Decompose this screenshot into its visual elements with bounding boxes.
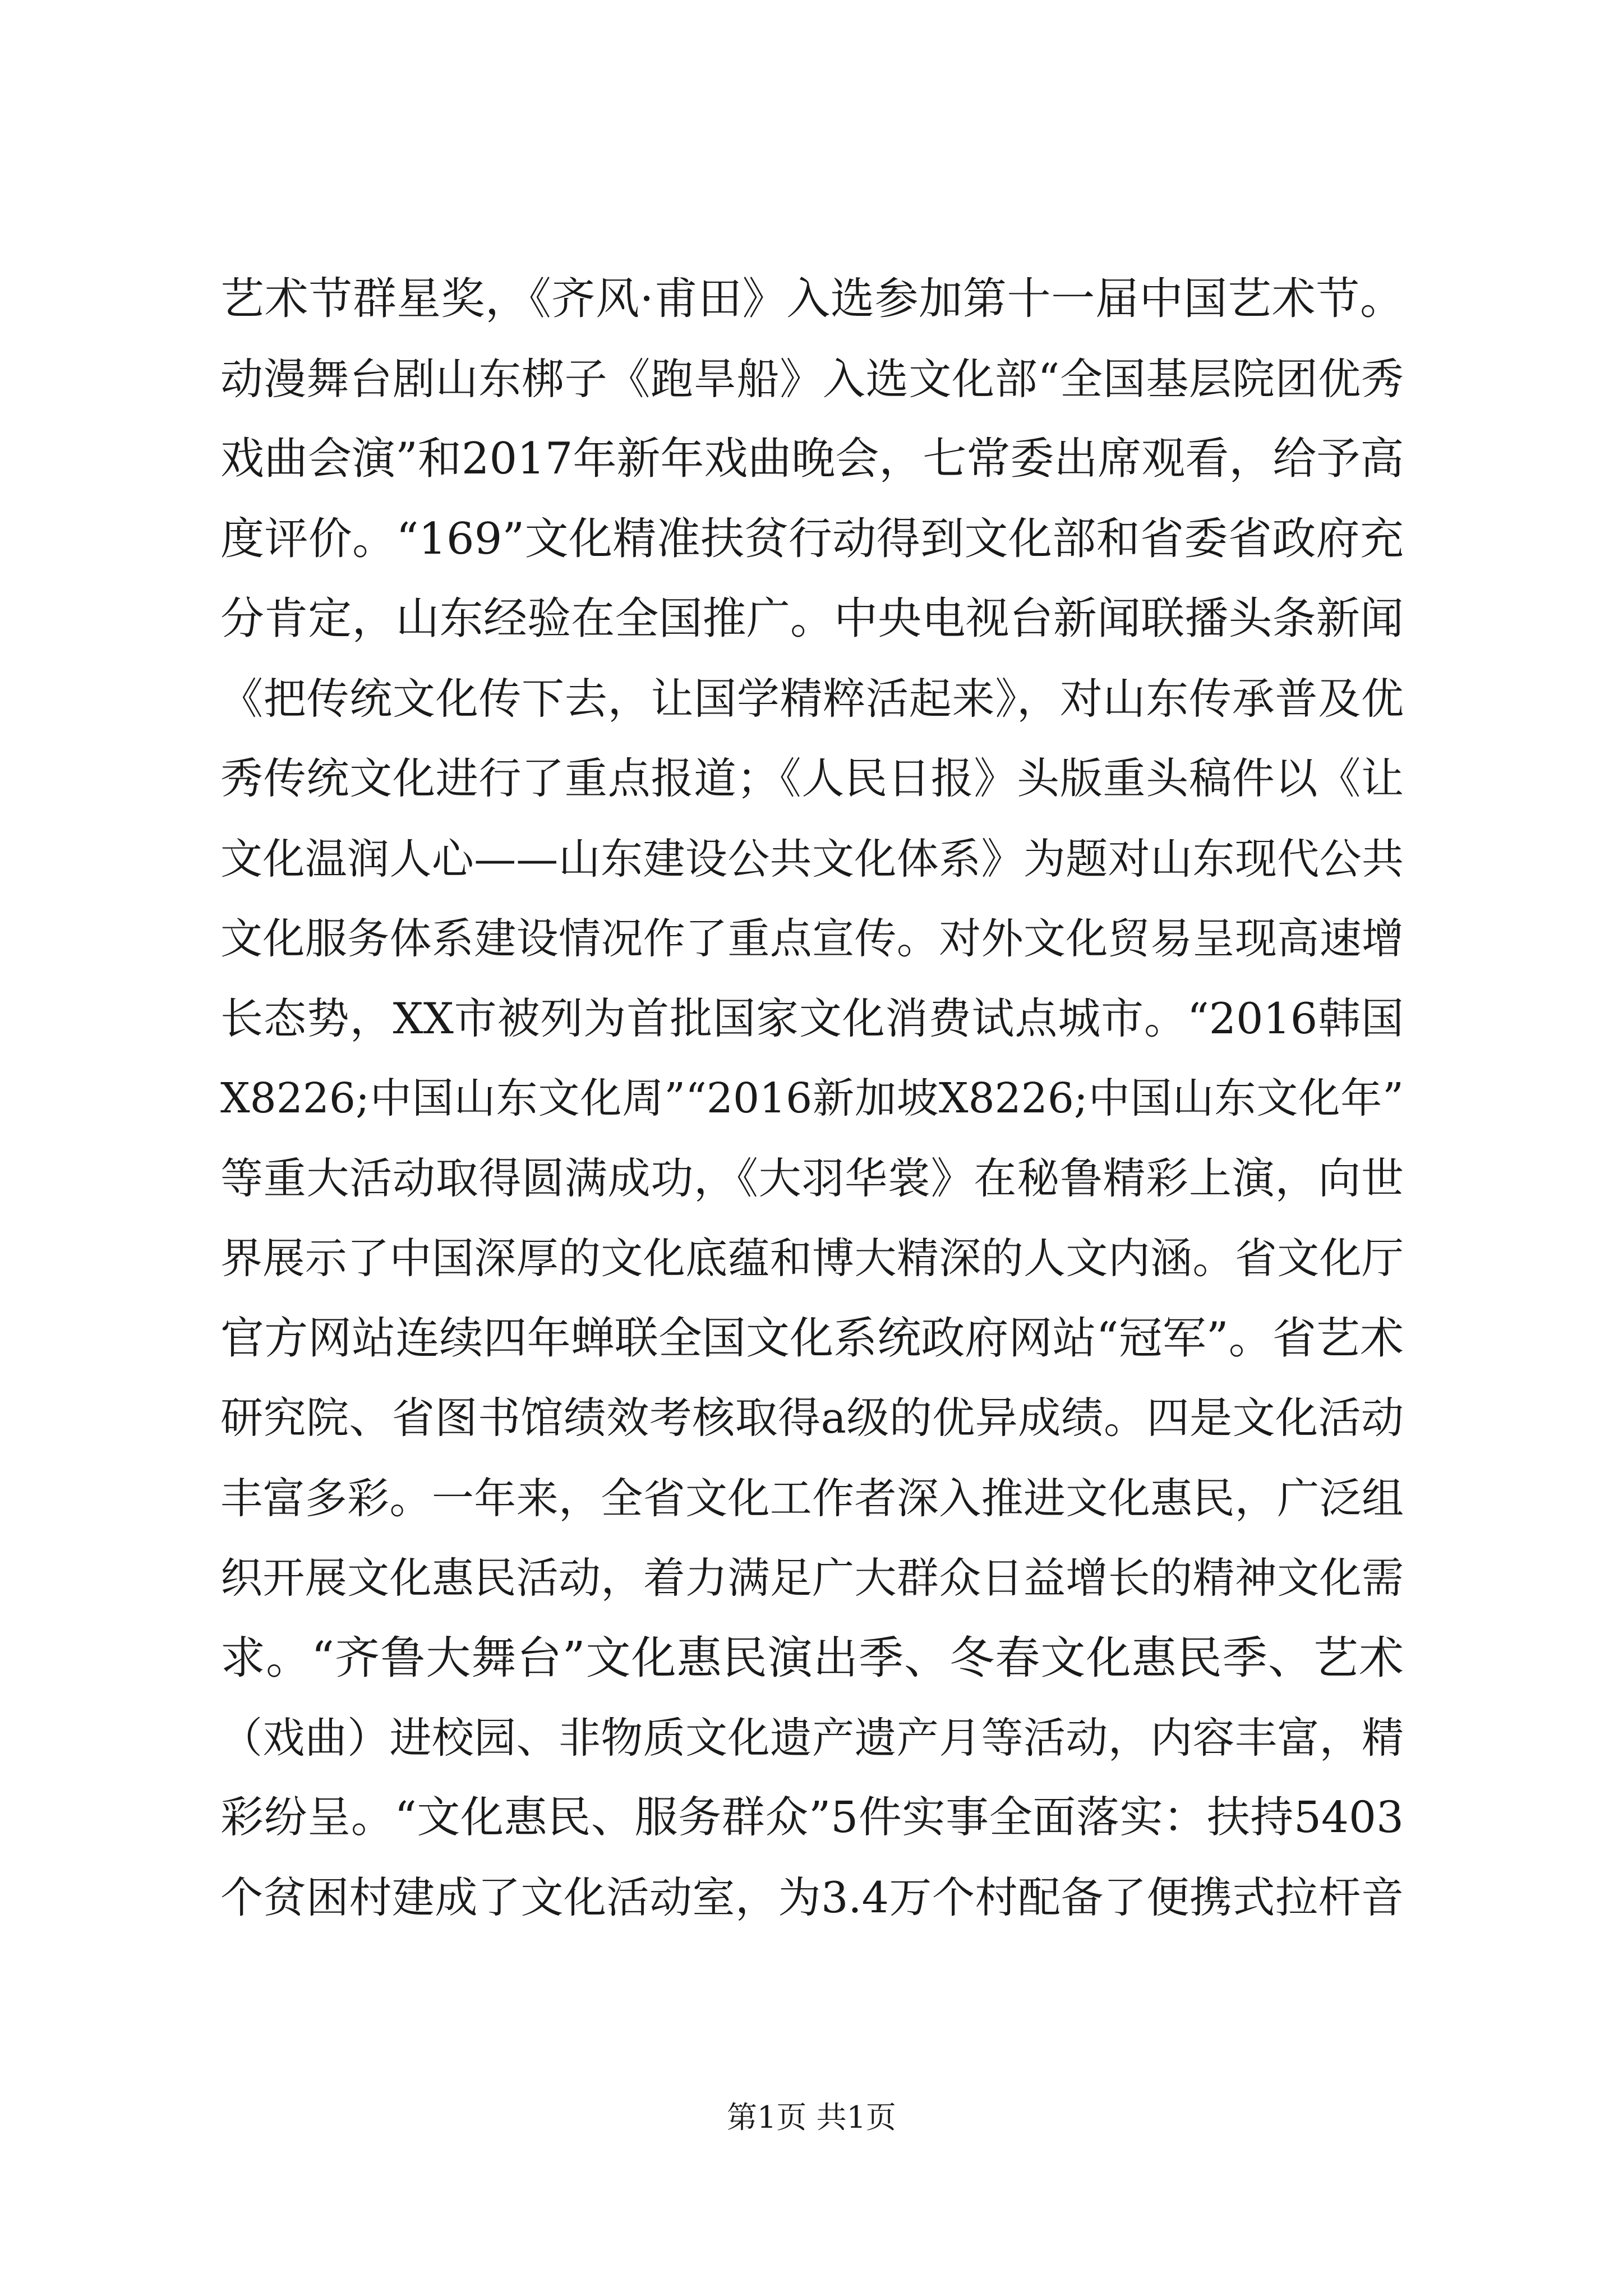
text-line: （戏曲）进校园、非物质文化遗产遗产月等活动，内容丰富，精 [220,1713,1404,1763]
page-number: 第1页 共1页 [727,2100,896,2135]
body-text [220,259,1404,1938]
text-line: 动漫舞台剧山东梆子《跑旱船》入选文化部“全国基层院团优秀 [220,353,1404,404]
text-line: 彩纷呈。“文化惠民、服务群众”5件实事全面落实：扶持5403 [220,1792,1404,1843]
text-line: 等重大活动取得圆满成功，《大羽华裳》在秘鲁精彩上演，向世 [220,1153,1404,1203]
text-line: X8226;中国山东文化周”“2016新加坡X8226;中国山东文化年” [220,1074,1404,1122]
text-line: 界展示了中国深厚的文化底蕴和博大精深的人文内涵。省文化厅 [220,1234,1404,1283]
text-line: 秀传统文化进行了重点报道；《人民日报》头版重头稿件以《让 [220,753,1404,803]
text-line: 文化服务体系建设情况作了重点宣传。对外文化贸易呈现高速增 [220,914,1404,963]
text-line: 度评价。“169”文化精准扶贫行动得到文化部和省委省政府充 [220,513,1404,564]
text-line: 《把传统文化传下去，让国学精粹活起来》，对山东传承普及优 [220,673,1404,724]
text-line: 丰富多彩。一年来，全省文化工作者深入推进文化惠民，广泛组 [220,1473,1404,1523]
text-line: 文化温润人心——山东建设公共文化体系》为题对山东现代公共 [220,834,1404,884]
text-line: 研究院、省图书馆绩效考核取得a级的优异成绩。四是文化活动 [220,1393,1404,1443]
text-line: 艺术节群星奖，《齐风·甫田》入选参加第十一届中国艺术节。 [220,274,1404,324]
text-line: 戏曲会演”和2017年新年戏曲晚会，七常委出席观看，给予高 [220,434,1404,484]
text-line: 求。“齐鲁大舞台”文化惠民演出季、冬春文化惠民季、艺术 [220,1631,1404,1684]
text-line: 官方网站连续四年蝉联全国文化系统政府网站“冠军”。省艺术 [220,1313,1404,1364]
page-footer [0,2095,1623,2140]
text-line: 织开展文化惠民活动，着力满足广大群众日益增长的精神文化需 [220,1553,1404,1603]
text-line: 长态势，XX市被列为首批国家文化消费试点城市。“2016韩国 [220,993,1404,1043]
text-line: 个贫困村建成了文化活动室，为3.4万个村配备了便携式拉杆音 [220,1872,1404,1922]
text-line: 分肯定，山东经验在全国推广。中央电视台新闻联播头条新闻 [220,593,1404,644]
